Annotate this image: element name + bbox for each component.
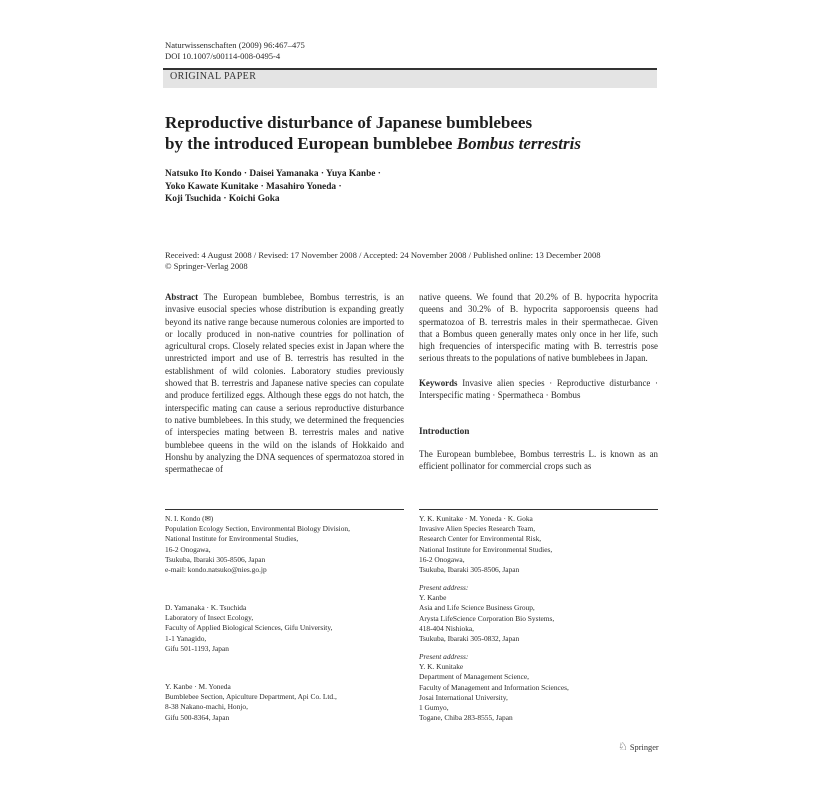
affiliation-address: Population Ecology Section, Environmental Biology Division, National Institute for Environmental Studies, 16-2 Onogawa, Tsukuba, Ibaraki 305-8506, Japan e-mail: kondo.natsuko@nies.go.jp (165, 524, 350, 575)
right-column (419, 291, 658, 472)
introduction-text: The European bumblebee, Bombus terrestris L. is known as an efficient pollinator for commercial crops such as (419, 448, 658, 471)
abstract-column (165, 291, 404, 475)
abstract-continued: native queens. We found that 20.2% of B. hypocrita hypocrita queens and 30.2% of B. hypocrita sapporoensis queens had spermatozoa of B. terrestris males in their spermathecae. Given that a Bombus queen generally mates only once in her life, such high frequencies of interspecific mating with B. terrestris pose serious threats to the populations of native bumblebees in Japan. (419, 292, 658, 364)
affiliation-address: Invasive Alien Species Research Team, Research Center for Environmental Risk, National Institute for Environmental Studies, 16-2 Onogawa, Tsukuba, Ibaraki 305-8506, Japan (419, 524, 553, 575)
affiliation-left-2 (165, 603, 404, 654)
title-line-2-plain: by the introduced European bumblebee (165, 134, 457, 153)
abstract-text: The European bumblebee, Bombus terrestris, is an invasive eusocial species whose distribution is expanding greatly beyond its native range because numerous colonies are imported to or locally produced in non-native countries for pollination of agricultural crops. Closely related species exist in Japan where the unrestricted import and use of B. terrestris has resulted in the establishment of wild colonies. Laboratory studies previously showed that B. terrestris and Japanese native species can copulate and produce fertilized eggs. Although these eggs do not hatch, the interspecific mating can cause a serious reproductive disturbance to native bumblebees. In this study, we determined the frequencies of interspecies mating between B. terrestris males and native bumblebee queens in the wild on the islands of Hokkaido and Honshu by analyzing the DNA sequences of spermatozoa stored in spermathecae of (165, 292, 404, 475)
article-history (165, 250, 665, 272)
abstract-label: Abstract (165, 292, 199, 302)
title-line-1: Reproductive disturbance of Japanese bumblebees (165, 113, 533, 132)
affiliation-right-1 (419, 514, 658, 575)
affiliation-address: Bumblebee Section, Apiculture Department, Api Co. Ltd., 8-38 Nakano-machi, Honjo, Gifu 500-8364, Japan (165, 692, 337, 722)
affiliation-names: Y. K. Kunitake (419, 662, 464, 672)
keywords-label: Keywords (419, 377, 458, 388)
authors-line-3: Koji Tsuchida · Koichi Goka (165, 194, 280, 205)
affiliation-names: Y. Kanbe · M. Yoneda (165, 682, 231, 691)
title-species: Bombus terrestris (456, 134, 581, 153)
article-title (165, 112, 665, 154)
authors-line-2: Yoko Kawate Kunitake · Masahiro Yoneda · (165, 181, 342, 192)
journal-doi: DOI 10.1007/s00114-008-0495-4 (165, 51, 281, 61)
article-dates: Received: 4 August 2008 / Revised: 17 November 2008 / Accepted: 24 November 2008 / Published online: 13 December 2008 (165, 250, 601, 260)
springer-knight-icon: ♘ (618, 741, 628, 753)
publisher-name: Springer (629, 743, 659, 752)
publisher-mark (618, 740, 659, 753)
copyright: © Springer-Verlag 2008 (165, 261, 248, 271)
keywords-text: Invasive alien species · Reproductive disturbance · Interspecific mating · Spermatheca · Bombus (419, 377, 659, 401)
affiliation-left-3 (165, 682, 404, 723)
affiliation-left-1 (165, 514, 404, 575)
introduction-heading: Introduction (419, 427, 470, 438)
affiliation-names: Y. K. Kunitake · M. Yoneda · K. Goka (419, 514, 533, 523)
author-list (165, 168, 465, 206)
journal-citation: Naturwissenschaften (2009) 96:467–475 (165, 40, 305, 50)
journal-info (165, 40, 305, 62)
affiliation-names: D. Yamanaka · K. Tsuchida (165, 603, 247, 612)
footnote-rule-right (419, 509, 658, 510)
affiliation-address: Laboratory of Insect Ecology, Faculty of Applied Biological Sciences, Gifu University, 1-1 Yanagido, Gifu 501-1193, Japan (165, 613, 333, 653)
affiliation-address: Asia and Life Science Business Group, Arysta LifeScience Corporation Bio Systems, 418-404 Nishioka, Tsukuba, Ibaraki 305-0832, Japan (419, 603, 555, 644)
footnote-rule-left (165, 509, 404, 510)
affiliation-address: Department of Management Science, Faculty of Management and Information Sciences, Josai International University, 1 Gumyo, Togane, Chiba 283-8555, Japan (419, 672, 569, 723)
affiliation-names: N. I. Kondo (✉) (165, 514, 214, 523)
authors-line-1: Natsuko Ito Kondo · Daisei Yamanaka · Yuya Kanbe · (165, 169, 381, 179)
present-address-label: Present address: (419, 652, 469, 661)
keywords-block (419, 377, 658, 402)
affiliation-right-2 (419, 583, 658, 644)
affiliation-names: Y. Kanbe (419, 593, 447, 603)
affiliation-right-3 (419, 652, 658, 723)
section-tag: ORIGINAL PAPER (170, 71, 257, 82)
title-line-2 (165, 133, 665, 154)
present-address-label: Present address: (419, 583, 469, 592)
